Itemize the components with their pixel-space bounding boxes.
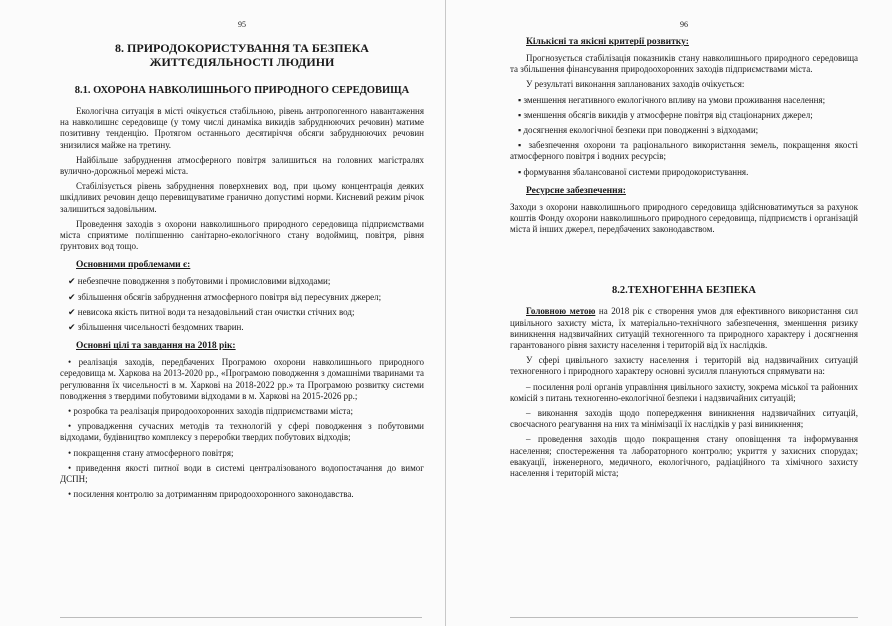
problem-item: ✔ збільшення обсягів забруднення атмосферного повітря від пересувних джерел; <box>68 291 382 302</box>
section-title: 8.2.ТЕХНОГЕННА БЕЗПЕКА <box>612 285 756 297</box>
footer-rule <box>60 617 422 618</box>
civil-item: – проведення заходів щодо покращення стану оповіщення та інформування населення; спостереження та лабораторного контролю; укриття у захисних спорудах; евакуації, інженерного, медичного, екологічного, радіаційного та хімічного захисту населення і територій міста; <box>510 434 858 479</box>
goal-item: • реалізація заходів, передбачених Програмою охорони навколишнього природного середовища м. Харкова на 2013-2020 рр., «Програмою поводження з домашніми тваринами та регулювання їх чисельності в м. Харкові на 2018-2022 рр.» та Програмою розвитку системи поводження з твердими побутовими відходами в м. Харкові на 2015-2026 рр.; <box>60 357 424 401</box>
goal-item: • покращення стану атмосферного повітря; <box>68 447 234 458</box>
paragraph: Проведення заходів з охорони навколишнього природного середовища підприємствами міста сприятиме поліпшенню санітарно-екологічного стану водоймищ, повітря, рівня ґрунтових вод тощо. <box>60 218 424 252</box>
aim-text: на 2018 рік є створення умов для ефективного використання сил цивільного захисту міста, їх матеріально-технічного забезпечення, зменшення ризику виникнення надзвичайних ситуацій техногенного та природного характеру і досягнення гарантованого рівня захисту населення і територій від їх наслідків. <box>510 306 858 351</box>
expected-item: ▪ зменшення негативного екологічного впливу на умови проживання населення; <box>518 94 826 105</box>
expected-item: ▪ забезпечення охорони та раціонального використання земель, покращення якості атмосферного повітря і водних ресурсів; <box>510 140 858 162</box>
aim-paragraph <box>510 306 858 351</box>
paragraph: Прогнозується стабілізація показників стану навколишнього природного середовища та збільшення фінансування природоохоронних заходів підприємствами міста. <box>510 53 858 75</box>
section-title: 8.1. ОХОРОНА НАВКОЛИШНЬОГО ПРИРОДНОГО СЕРЕДОВИЩА <box>74 85 410 96</box>
problems-heading: Основними проблемами є: <box>76 260 191 271</box>
chapter-title <box>60 41 424 69</box>
expected-item: ▪ досягнення екологічної безпеки при поводженні з відходами; <box>518 125 759 136</box>
footer-rule <box>510 617 858 618</box>
paragraph: Найбільше забруднення атмосферного повітря залишиться на головних магістралях вулично-дорожньої мережі міста. <box>60 154 424 177</box>
page-right <box>446 0 892 626</box>
chapter-title-line-2: ЖИТТЄДІЯЛЬНОСТІ ЛЮДИНИ <box>149 55 335 69</box>
goal-item: • приведення якості питної води в системі централізованого водопостачання до вимог ДСПН; <box>60 462 424 485</box>
goals-heading: Основні цілі та завдання на 2018 рік: <box>76 341 236 352</box>
civil-item: – виконання заходів щодо попередження виникнення надзвичайних ситуацій, своєчасного реагування на них та мінімізації їх наслідків у разі виникнення; <box>510 408 858 430</box>
expected-item: ▪ формування збалансованої системи природокористування. <box>518 166 749 177</box>
spacer <box>510 239 858 285</box>
resources-heading: Ресурсне забезпечення: <box>526 185 626 196</box>
civil-item: – посилення ролі органів управління цивільного захисту, зокрема міської та районних комісій з питань техногенно-екологічної безпеки і надзвичайних ситуацій; <box>510 381 858 403</box>
chapter-title-line-1: 8. ПРИРОДОКОРИСТУВАННЯ ТА БЕЗПЕКА <box>115 41 369 55</box>
problem-item: ✔ невисока якість питної води та незадовільний стан очистки стічних вод; <box>68 306 355 317</box>
criteria-heading: Кількісні та якісні критерії розвитку: <box>526 37 689 47</box>
page-number: 96 <box>680 20 688 29</box>
goal-item: • посилення контролю за дотриманням природоохоронного законодавства. <box>68 489 354 500</box>
resources-paragraph: Заходи з охорони навколишнього природного середовища здійснюватимуться за рахунок коштів Фонду охорони навколишнього природного середовища, підприємств і організацій міста й інших джерел, передбачених законодавством. <box>510 201 858 235</box>
goal-item: • упровадження сучасних методів та технологій у сфері поводження з побутовими відходами, будівництво комплексу з переробки твердих побутових відходів; <box>60 421 424 443</box>
paragraph: Екологічна ситуація в місті очікується стабільною, рівень антропогенного навантаження на навколишнє середовище (у тому числі динаміка викидів забруднюючих речовин) матиме позитивну тенденцію. Протягом останнього десятиріччя обсяги забруднюючих речовин знизилися майже на третину. <box>60 106 424 150</box>
expected-item: ▪ зменшення обсягів викидів у атмосферне повітря від стаціонарних джерел; <box>518 109 813 120</box>
paragraph: У результаті виконання запланованих заходів очікується: <box>526 79 745 90</box>
aim-label: Головною метою <box>526 306 596 317</box>
paragraph: У сфері цивільного захисту населення і територій від надзвичайних ситуацій техногенного і природного характеру основні зусилля плануються спрямувати на: <box>510 355 858 377</box>
paragraph: Стабілізується рівень забруднення поверхневих вод, при цьому концентрація деяких шкідливих речовин дещо перевищуватиме гранично допустимі норми. Кисневий режим річок залишиться задовільним. <box>60 181 424 214</box>
goal-item: • розробка та реалізація природоохоронних заходів підприємствами міста; <box>68 406 353 417</box>
problem-item: ✔ збільшення чисельності бездомних тварин. <box>68 322 244 333</box>
problem-item: ✔ небезпечне поводження з побутовими і промисловими відходами; <box>68 276 331 287</box>
page-number: 95 <box>238 20 246 29</box>
